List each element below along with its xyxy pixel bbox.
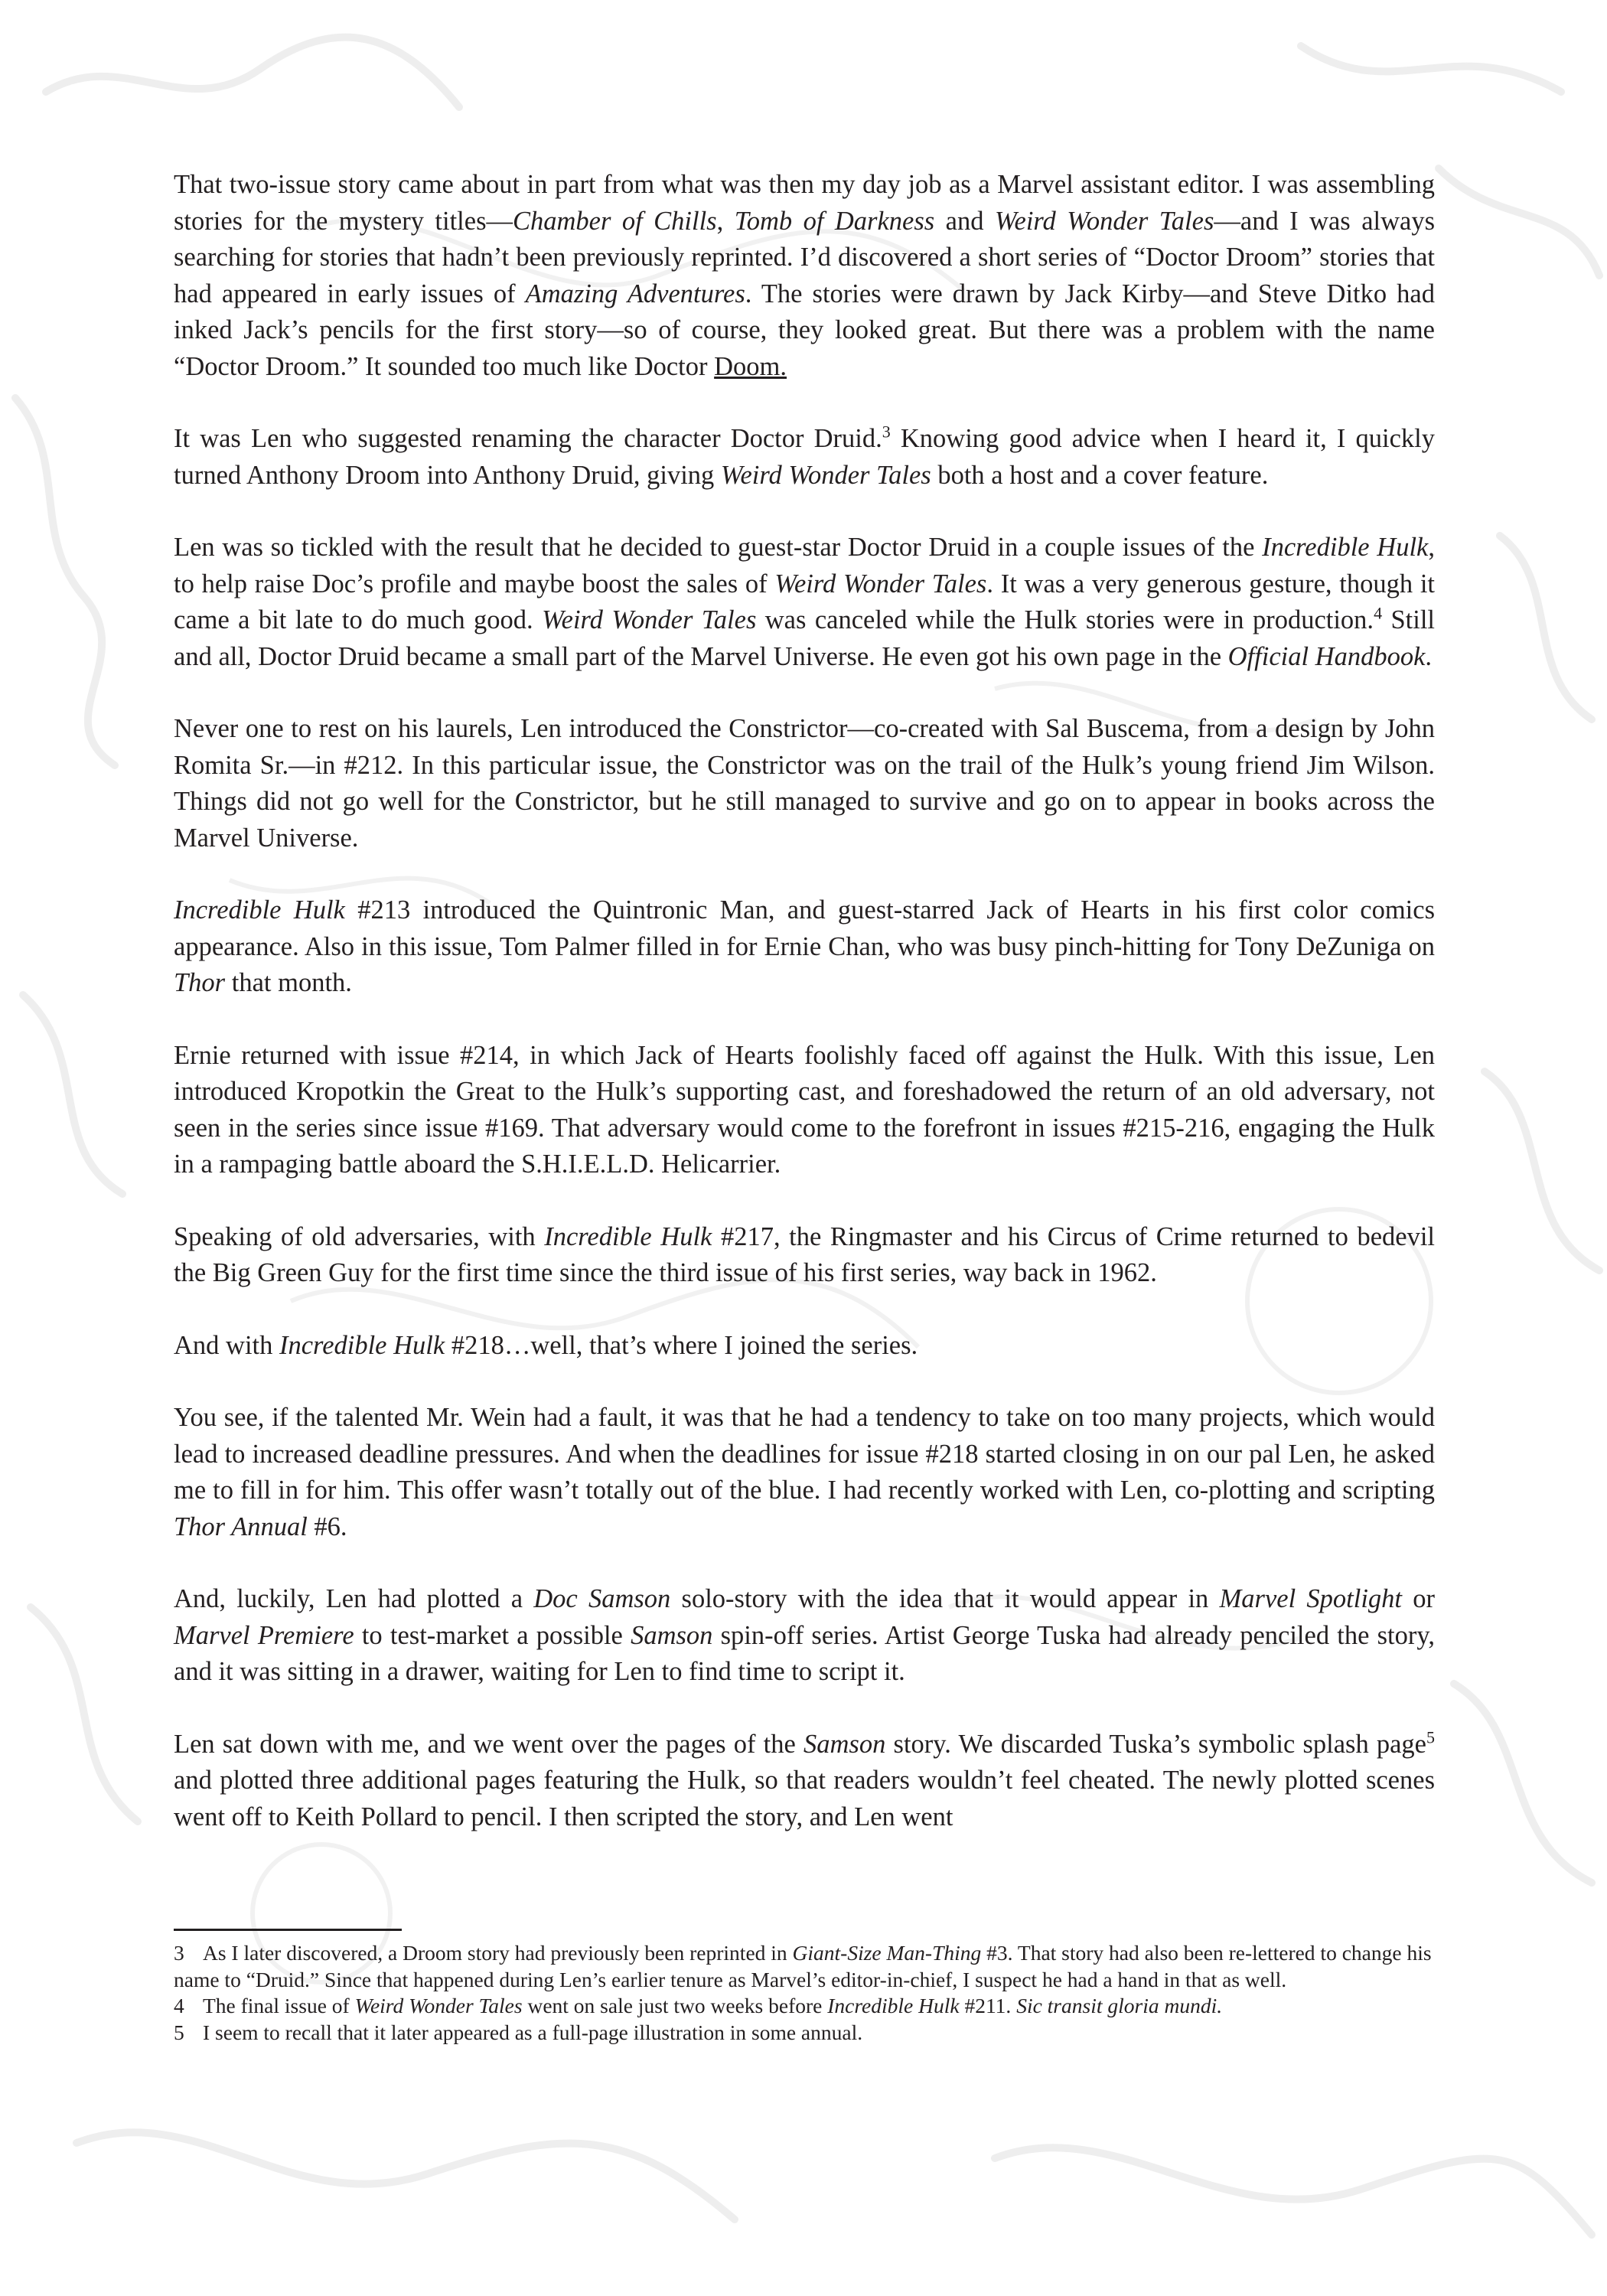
text-run: Ernie returned with issue #214, in which Jack of Hearts foolishly faced off against the Hulk. With this issue, Len introduced Kropotkin the Great to the Hulk’s supporting cast, and foreshadowed the return of an old adversary, not seen in the series since issue #169. That adversary would come to the forefront in issues #215-216, engaging the Hulk in a rampaging battle aboard the S.H.I.E.L.D. Helicarrier. bbox=[174, 1040, 1435, 1179]
italic-title: Samson bbox=[631, 1620, 713, 1650]
text-run: That two-issue story came about in part from what was then my day job as a Marvel assistant editor. I was assembling stories for the mystery titles— bbox=[174, 170, 1435, 236]
paragraph bbox=[174, 1400, 1435, 1545]
text-run: Still and all, Doctor Druid became a small part of the Marvel Universe. He even got his own page in the bbox=[174, 605, 1435, 671]
italic-title: Incredible Hulk bbox=[279, 1330, 445, 1360]
paragraph bbox=[174, 711, 1435, 856]
italic-title: Incredible Hulk bbox=[174, 895, 345, 925]
text-run: Len sat down with me, and we went over the pages of the bbox=[174, 1729, 804, 1759]
italic-title: Weird Wonder Tales bbox=[354, 1994, 523, 2017]
text-run: or bbox=[1402, 1584, 1435, 1613]
text-run: spin-off series. Artist George Tuska had already penciled the story, and it was sitting in a drawer, waiting for Len to find time to script it. bbox=[174, 1620, 1436, 1686]
paragraph bbox=[174, 1727, 1435, 1836]
italic-title: Chamber of Chills bbox=[513, 206, 717, 236]
italic-title: Sic transit gloria mundi. bbox=[1016, 1994, 1223, 2017]
text-run: #3. That story had also been re-lettered to change his name to “Druid.” Since that happened during Len’s earlier tenure as Marvel’s editor-in-chief, I suspect he had a hand in that as well. bbox=[174, 1941, 1432, 1991]
text-run: #218…well, that’s where I joined the series. bbox=[445, 1330, 918, 1360]
text-run: It was Len who suggested renaming the character Doctor Druid. bbox=[174, 424, 882, 453]
text-run: And, luckily, Len had plotted a bbox=[174, 1584, 534, 1613]
text-run: #213 introduced the Quintronic Man, and guest-starred Jack of Hearts in his first color comics appearance. Also in this issue, Tom Palmer filled in for Ernie Chan, who was busy pinch-hitting for Tony DeZuniga on bbox=[174, 895, 1435, 961]
text-run: As I later discovered, a Droom story had previously been reprinted in bbox=[203, 1941, 793, 1965]
text-run: . bbox=[1425, 641, 1433, 671]
paragraph bbox=[174, 530, 1435, 675]
italic-title: Amazing Adventures bbox=[525, 279, 745, 308]
italic-title: Weird Wonder Tales bbox=[542, 605, 757, 634]
italic-title: Weird Wonder Tales bbox=[720, 460, 931, 490]
text-run: . It was a very generous gesture, though it came a bit late to do much good. bbox=[174, 569, 1436, 634]
text-run: solo-story with the idea that it would appear in bbox=[670, 1584, 1220, 1613]
text-run: to test-market a possible bbox=[354, 1620, 631, 1650]
italic-title: Doc Samson bbox=[533, 1584, 671, 1613]
text-run: #217, the Ringmaster and his Circus of Crime returned to bedevil the Big Green Guy for the first time since the third issue of his first series, way back in 1962. bbox=[174, 1221, 1435, 1287]
text-run: both a host and a cover feature. bbox=[931, 460, 1269, 490]
main-text-body bbox=[174, 167, 1435, 1871]
italic-title: Marvel Spotlight bbox=[1219, 1584, 1403, 1613]
text-run: —and I was always searching for stories that hadn’t been previously reprinted. I’d discovered a short series of “Doctor Droom” stories that had appeared in early issues of bbox=[174, 206, 1435, 308]
italic-title: Tomb of Darkness bbox=[734, 206, 935, 236]
text-run: and bbox=[934, 206, 995, 236]
text-run: I seem to recall that it later appeared as a full-page illustration in some annual. bbox=[203, 2020, 863, 2044]
text-run: #211. bbox=[959, 1994, 1017, 2017]
footnote-number: 3 bbox=[174, 1941, 184, 1965]
text-run: , bbox=[716, 206, 735, 236]
italic-title: Official Handbook bbox=[1227, 641, 1426, 671]
text-run: And with bbox=[174, 1330, 279, 1360]
paragraph bbox=[174, 892, 1435, 1002]
text-run: Doom. bbox=[714, 351, 787, 381]
footnote-ref: 5 bbox=[1426, 1727, 1435, 1746]
text-run: story. We discarded Tuska’s symbolic splash page bbox=[885, 1729, 1426, 1759]
paragraph bbox=[174, 1581, 1435, 1691]
footnote-ref: 3 bbox=[882, 422, 891, 442]
footnote-divider bbox=[174, 1929, 402, 1931]
italic-title: Weird Wonder Tales bbox=[774, 569, 987, 598]
italic-title: Incredible Hulk bbox=[1262, 533, 1429, 562]
paragraph bbox=[174, 167, 1435, 385]
paragraph bbox=[174, 421, 1435, 494]
italic-title: Marvel Premiere bbox=[174, 1620, 354, 1650]
footnote-number: 4 bbox=[174, 1994, 184, 2017]
text-run: that month. bbox=[225, 968, 352, 997]
italic-title: Incredible Hulk bbox=[827, 1994, 960, 2017]
italic-title: Incredible Hulk bbox=[544, 1221, 712, 1251]
text-run: You see, if the talented Mr. Wein had a fault, it was that he had a tendency to take on too many projects, which would lead to increased deadline pressures. And when the deadlines for issue #218 started closing in on our pal Len, he asked me to fill in for him. This offer wasn’t totally out of the blue. I had recently worked with Len, co-plotting and scripting bbox=[174, 1403, 1435, 1505]
text-run: Never one to rest on his laurels, Len introduced the Constrictor—co-created with Sal Buscema, from a design by John Romita Sr.—in #212. In this particular issue, the Constrictor was on the trail of the Hulk’s young friend Jim Wilson. Things did not go well for the Constrictor, but he still managed to survive and go on to appear in books across the Marvel Universe. bbox=[174, 714, 1435, 853]
footnote-ref: 4 bbox=[1374, 603, 1383, 623]
italic-title: Weird Wonder Tales bbox=[994, 206, 1214, 236]
paragraph bbox=[174, 1038, 1435, 1183]
text-run: #6. bbox=[307, 1512, 347, 1541]
text-run: was canceled while the Hulk stories were in production. bbox=[756, 605, 1374, 634]
text-run: Knowing good advice when I heard it, I quickly turned Anthony Droom into Anthony Druid, giving bbox=[174, 424, 1435, 490]
text-run: Speaking of old adversaries, with bbox=[174, 1221, 545, 1251]
text-run: The final issue of bbox=[203, 1994, 355, 2017]
paragraph bbox=[174, 1328, 1435, 1365]
footnote-number: 5 bbox=[174, 2020, 184, 2044]
italic-title: Giant-Size Man-Thing bbox=[792, 1941, 982, 1965]
footnotes-section bbox=[174, 1940, 1435, 2046]
footnote bbox=[174, 2020, 1435, 2047]
text-run: and plotted three additional pages featuring the Hulk, so that readers wouldn’t feel cheated. The newly plotted scenes went off to Keith Pollard to pencil. I then scripted the story, and Len went bbox=[174, 1766, 1435, 1831]
text-run: Len was so tickled with the result that he decided to guest-star Doctor Druid in a couple issues of the bbox=[174, 533, 1263, 562]
footnote bbox=[174, 1940, 1435, 1993]
italic-title: Samson bbox=[804, 1729, 886, 1759]
text-run: . The stories were drawn by Jack Kirby—and Steve Ditko had inked Jack’s pencils for the first story—so of course, they looked great. But there was a problem with the name “Doctor Droom.” It sounded too much like Doctor bbox=[174, 279, 1435, 381]
text-run: went on sale just two weeks before bbox=[522, 1994, 828, 2017]
text-run: , to help raise Doc’s profile and maybe boost the sales of bbox=[174, 533, 1435, 598]
italic-title: Thor bbox=[174, 968, 226, 997]
paragraph bbox=[174, 1219, 1435, 1292]
italic-title: Thor Annual bbox=[174, 1512, 308, 1541]
footnote bbox=[174, 1993, 1435, 2020]
